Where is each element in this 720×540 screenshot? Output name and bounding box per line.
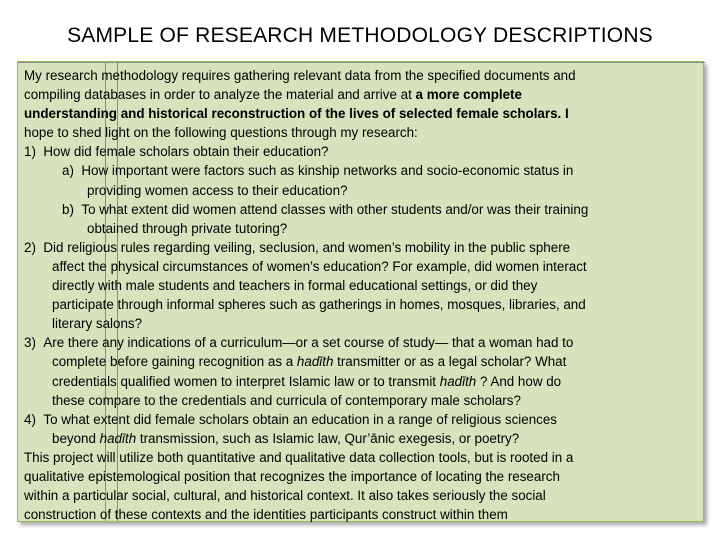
question-3-number: 3) <box>24 335 36 351</box>
question-3-line-2-end: transmitter or as a legal scholar? What <box>333 354 567 370</box>
question-4-line-2-start: beyond <box>52 430 100 446</box>
intro-line-4: hope to shed light on the following questions through my research: <box>24 125 418 141</box>
methodology-text <box>24 66 700 524</box>
grid-line-horizontal-top <box>18 62 705 63</box>
question-1-text: How did female scholars obtain their education? <box>43 144 329 160</box>
intro-line-2-text: compiling databases in order to analyze the material and arrive at <box>24 87 416 103</box>
question-1a-line-1: How important were factors such as kinship networks and socio-economic status in <box>81 163 574 179</box>
slide-title: SAMPLE OF RESEARCH METHODOLOGY DESCRIPTIONS <box>67 24 653 47</box>
intro-bold-phrase-1: a more complete <box>415 87 522 103</box>
hadith-term-3: hadīth <box>99 430 137 446</box>
question-2-line-5: literary salons? <box>52 316 143 332</box>
question-1a-label: a) <box>62 163 74 179</box>
intro-line-3: understanding and historical reconstruction of the lives of selected female scholars. I <box>24 106 569 122</box>
conclusion-line-3: within a particular social, cultural, and historical context. It also takes seriously the social <box>24 488 546 504</box>
question-4-number: 4) <box>24 411 36 427</box>
question-2-line-3: directly with male students and teachers in formal educational settings, or did they <box>52 278 538 294</box>
hadith-term-2: hadīth <box>439 373 477 389</box>
question-3-line-3-end: ? And how do <box>476 373 562 389</box>
conclusion-line-2: qualitative epistemological position that recognizes the importance of locating the research <box>24 468 560 484</box>
question-3-line-2-start: complete before gaining recognition as a <box>52 354 297 370</box>
question-3-line-3-start: credentials qualified women to interpret Islamic law or to transmit <box>52 373 440 389</box>
question-3-line-1: Are there any indications of a curriculum—or a set course of study— that a woman had to <box>43 335 574 351</box>
question-2-line-2: affect the physical circumstances of women’s education? For example, did women interact <box>52 258 587 274</box>
question-1 <box>24 142 700 161</box>
question-3-line-2 <box>24 352 700 371</box>
question-4-line-2-end: transmission, such as Islamic law, Qur’ānic exegesis, or poetry? <box>136 430 520 446</box>
hadith-term-1: hadīth <box>296 354 334 370</box>
question-1a <box>24 161 700 180</box>
question-1a-line-2: providing women access to their education? <box>87 182 348 198</box>
question-1-number: 1) <box>24 144 36 160</box>
intro-line-2 <box>24 85 700 104</box>
question-1b-line-1: To what extent did women attend classes with other students and/or was their training <box>81 201 589 217</box>
question-3-line-3 <box>24 372 700 391</box>
question-1b <box>24 200 700 219</box>
conclusion-line-4: construction of these contexts and the identities participants construct within them <box>24 507 508 523</box>
question-4-line-1: To what extent did female scholars obtain an education in a range of religious sciences <box>43 411 557 427</box>
question-1b-label: b) <box>62 201 74 217</box>
question-2 <box>24 238 700 257</box>
question-2-line-1: Did religious rules regarding veiling, seclusion, and women’s mobility in the public sphere <box>43 239 571 255</box>
conclusion-line-1: This project will utilize both quantitative and qualitative data collection tools, but is rooted in a <box>24 449 574 465</box>
question-4 <box>24 410 700 429</box>
question-4-line-2 <box>24 429 700 448</box>
question-2-number: 2) <box>24 239 36 255</box>
intro-line-1: My research methodology requires gathering relevant data from the specified documents and <box>24 68 576 83</box>
question-1b-line-2: obtained through private tutoring? <box>87 220 288 236</box>
question-2-line-4: participate through informal spheres such as gatherings in homes, mosques, libraries, and <box>52 297 586 313</box>
question-3-line-4: these compare to the credentials and curricula of contemporary male scholars? <box>52 392 521 408</box>
question-3 <box>24 333 700 352</box>
